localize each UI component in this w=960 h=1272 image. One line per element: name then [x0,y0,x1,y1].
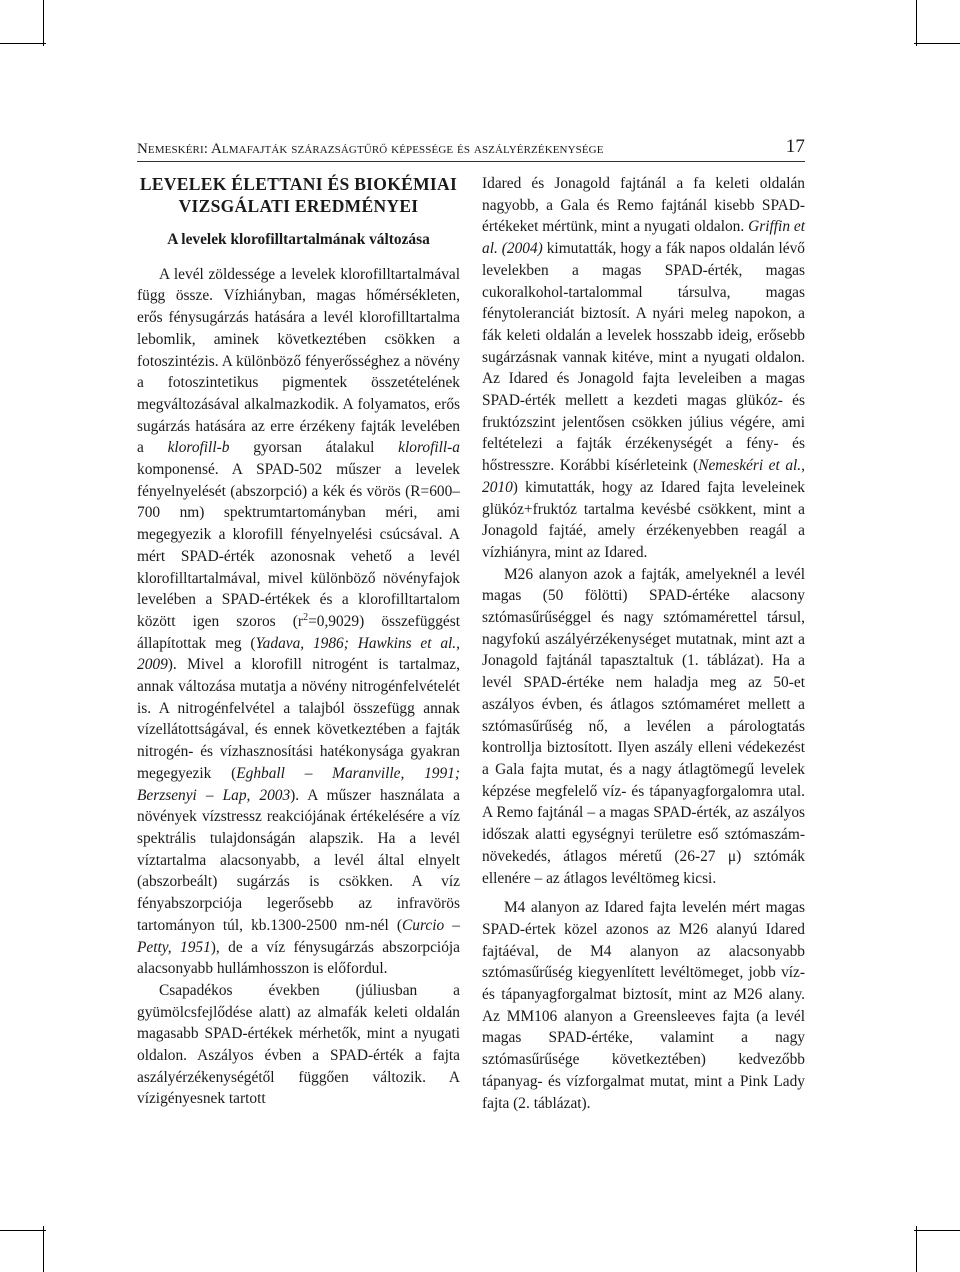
crop-mark [43,1226,44,1272]
right-column [482,173,805,1114]
crop-mark [916,0,917,46]
paragraph: M4 alanyon az Idared fajta levelén mért magas SPAD-értek közel azonos az M26 alanyú Idared fajtáéval, de M4 alanyon az alacsonyabb sztómasűrűség kiegyenlített levéltömeget, jobb víz- és tápanyagforgalmat biztosít, mint az M26 alany. Az MM106 alanyon a Greensleeves fajta (a levél magas SPAD-értéke, valamint a nagy sztómasűrűsége következtében) kedvezőbb tápanyag- és vízforgalmat mutat, mint a Pink Lady fajta (2. táblázat). [482,899,805,1112]
section-title [137,173,460,217]
citation: Yadava, 1986; Hawkins et al., 2009 [137,634,461,674]
citation: Curcio – Petty, 1951 [137,916,460,956]
crop-mark [43,0,44,46]
paragraph: Csapadékos években (júliusban a gyümölcsfejlődése alatt) az almafák keleti oldalán magasabb SPAD-értékek mérhetők, mint a nyugati oldalon. Aszályos évben a SPAD-érték a fajta aszályérzékenységétől függően változik. A vízigényesnek tartott [137,981,460,1108]
crop-mark [914,43,960,44]
citation: Griffin et al. (2004) [482,218,806,258]
paragraph: M26 alanyon azok a fajták, amelyeknél a levél magas (50 fölötti) SPAD-értéke alacsony sztómasűrűséggel és nagy sztómamérettel társul, nagyfokú aszályérzékenységet mutatnak, mint azt a Jonagold fajtánál tapasztaltuk (1. táblázat). Ha a levél SPAD-értéke nem haladja meg az 50-et aszályos évben, és átlagos sztómaméret mellett a sztómasűrűség nő, a levélen a párologtatás kontrollja biztosított. Ilyen aszály elleni védekezést a Gala fajta mutat, és a nagy átlagtömegű levelek képzése megfelelő víz- és tápanyagforgalomra utal. A Remo fajtánál – a magas SPAD-érték, az aszályos időszak alatti egységnyi területre eső sztómaszám-növekedés, átlagos méretű (26-27 μ) sztómák ellenére – az átlagos levéltömeg kicsi. [482,565,805,887]
page-number: 17 [785,136,805,157]
section-title-line: VIZSGÁLATI EREDMÉNYEI [178,196,419,216]
left-column [137,173,460,1110]
running-head [137,136,805,162]
crop-mark [0,1230,46,1231]
paragraph: A levél zöldessége a levelek klorofilltartalmával függ össze. Vízhiányban, magas hőmérsékleten, erős fénysugárzás hatására a levél klorofilltartalma lebomlik, aminek következtében csökken a fotoszintézis. A különböző fényerősséghez a növény a fotoszintetikus pigmentek összetételének megváltozásával alkalmazkodik. A folyamatos, erős sugárzás hatására az erre érzékeny fajták levelében a klorofill-b gyorsan átalakul klorofill-a komponensé. A SPAD-502 műszer a levelek fényelnyelését (abszorpció) a kék és vörös (R=600–700 nm) spektrumtartományban méri, ami megegyezik a klorofill fényelnyelési csúcsával. A mért SPAD-érték azonosnak vehető a levél klorofilltartalmával, mivel különböző növényfajok levelében a SPAD-értékek és a klorofilltartalom között igen szoros $(r^2=0,9029)$ összefüggést állapítottak meg (Yadava, 1986; Hawkins et al., 2009). Mivel a klorofill nitrogént is tartalmaz, annak változása mutatja a növény nitrogénfelvételét is. A nitrogénfelvétel a talajból összefügg annak vízellátottságával, és ennek következtében a fajták nitrogén- és vízhasznosítási hatékonysága gyakran megegyezik (Eghball – Maranville, 1991; Berzsenyi – Lap, 2003). A műszer használata a növények vízstressz reakciójának értékelésére a víz spektrális tulajdonságán alapszik. Ha a levél víztartalma alacsonyabb, a levél által elnyelt (abszorbeált) sugárzás is csökken. A víz fényabszorpciója legerősebb az infravörös tartományon túl, kb.1300-2500 nm-nél (Curcio – Petty, 1951), de a víz fénysugárzás abszorpciója alacsonyabb hullámhosszon is előfordul. [137,265,461,978]
section-title-line: LEVELEK ÉLETTANI ÉS BIOKÉMIAI [139,174,458,194]
crop-mark [0,43,46,44]
citation: Nemeskéri et al., 2010 [482,457,805,496]
citation: Eghball – Maranville, 1991; Berzsenyi – Lap, 2003 [137,764,460,804]
crop-mark [914,1230,960,1231]
crop-mark [916,1226,917,1272]
paragraph: Idared és Jonagold fajtánál a fa keleti oldalán nagyobb, a Gala és Remo fajtánál kisebb SPAD-értékeket mértünk, mint a nyugati oldalon. Griffin et al. (2004) kimutatták, hogy a fák napos oldalán lévő levelekben a magas SPAD-érték, magas cukoralkohol-tartalommal társulva, magas fénytoleranciát biztosít. A nyári meleg napokon, a fák keleti oldalán a levelek hosszabb ideig, erősebb sugárzásnak vannak kitéve, mint a nyugati oldalon. Az Idared és Jonagold fajta leveleiben a magas SPAD-érték mellett a kezdeti magas glükóz- és fruktózszint jelentősen csökken július végére, ami feltételezi a fajták érzékenységét a fény- és hőstresszre. Korábbi kísérleteink (Nemeskéri et al., 2010) kimutatták, hogy az Idared fajta leveleinek glükóz+fruktóz tartalma kevésbé csökkent, mint a Jonagold fajtáé, amely érzékenyebben reagál a vízhiányra, mint az Idared. [482,175,806,561]
running-head-text: Nemeskéri: Almafajták szárazságtűrő képessége és aszályérzékenysége [137,141,604,157]
subsection-title: A levelek klorofilltartalmának változása [167,231,430,248]
